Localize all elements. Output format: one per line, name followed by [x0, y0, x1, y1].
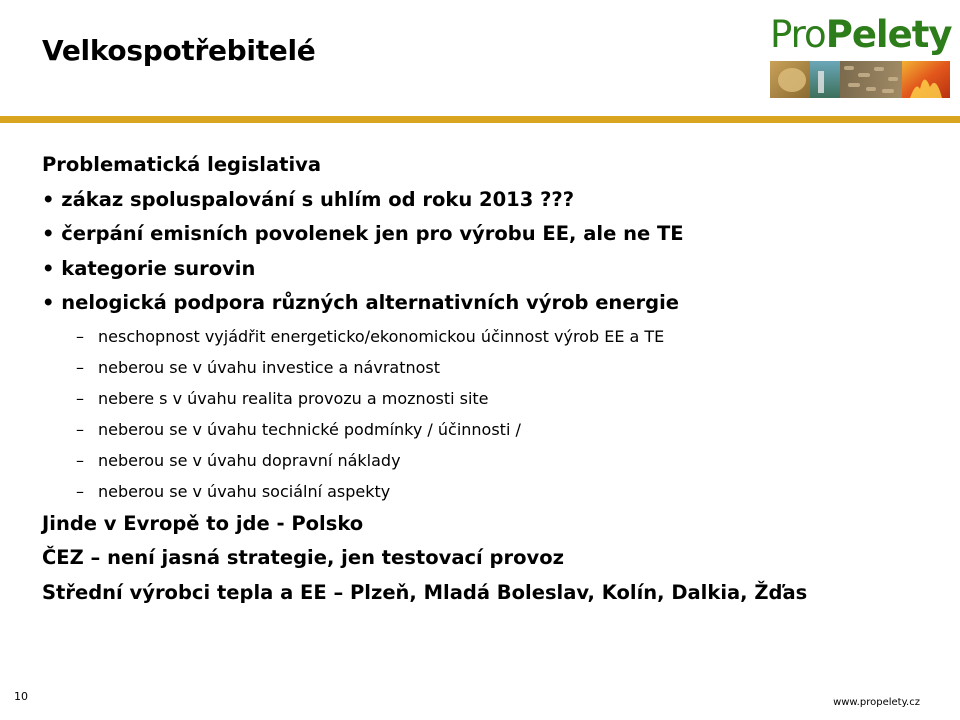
footer-url: www.propelety.cz — [833, 697, 920, 708]
bullet-item: • zákaz spoluspalování s uhlím od roku 2013 ??? — [42, 187, 575, 211]
dash-marker: – — [76, 357, 84, 377]
slide-title: Velkospotřebitelé — [42, 34, 316, 67]
page-number: 10 — [14, 690, 28, 703]
statement-producers: Střední výrobci tepla a EE – Plzeň, Mladá Boleslav, Kolín, Dalkia, Žďas — [42, 580, 808, 604]
logo-part-pro: Pro — [770, 13, 826, 56]
logo-wordmark — [770, 12, 952, 58]
statement-poland: Jinde v Evropě to jde - Polsko — [42, 511, 364, 535]
sub-bullet-text: neberou se v úvahu technické podmínky / účinnosti / — [98, 419, 521, 439]
sub-bullet-item — [42, 445, 942, 476]
logo-part-pelety: Pelety — [825, 13, 952, 56]
bullet-item: • čerpání emisních povolenek jen pro výrobu EE, ale ne TE — [42, 222, 684, 245]
logo-photo-strip-icon — [770, 61, 950, 98]
sub-bullet-item — [42, 321, 942, 352]
dash-marker: – — [76, 450, 84, 470]
sub-bullet-text: neberou se v úvahu dopravní náklady — [98, 450, 401, 470]
statement-cez: ČEZ – není jasná strategie, jen testovací provoz — [42, 546, 564, 569]
bullet-item: • kategorie surovin — [42, 256, 256, 280]
dash-marker: – — [76, 419, 84, 439]
slide-content — [42, 148, 942, 610]
sub-bullet-text: neschopnost vyjádřit energeticko/ekonomickou účinnost výrob EE a TE — [98, 326, 665, 346]
sub-bullet-text: nebere s v úvahu realita provozu a moznosti site — [98, 388, 489, 408]
header-divider — [0, 116, 960, 123]
sub-bullet-item — [42, 383, 942, 414]
sub-bullet-text: neberou se v úvahu sociální aspekty — [98, 481, 391, 501]
sub-bullet-item — [42, 476, 942, 507]
dash-marker: – — [76, 481, 84, 501]
dash-marker: – — [76, 388, 84, 408]
heading-legislation: Problematická legislativa — [42, 153, 322, 176]
sub-bullet-text: neberou se v úvahu investice a návratnost — [98, 357, 441, 377]
propelety-logo — [768, 12, 950, 102]
sub-bullet-item — [42, 414, 942, 445]
sub-bullet-item — [42, 352, 942, 383]
dash-marker: – — [76, 326, 84, 346]
bullet-item: • nelogická podpora různých alternativních výrob energie — [42, 291, 680, 314]
